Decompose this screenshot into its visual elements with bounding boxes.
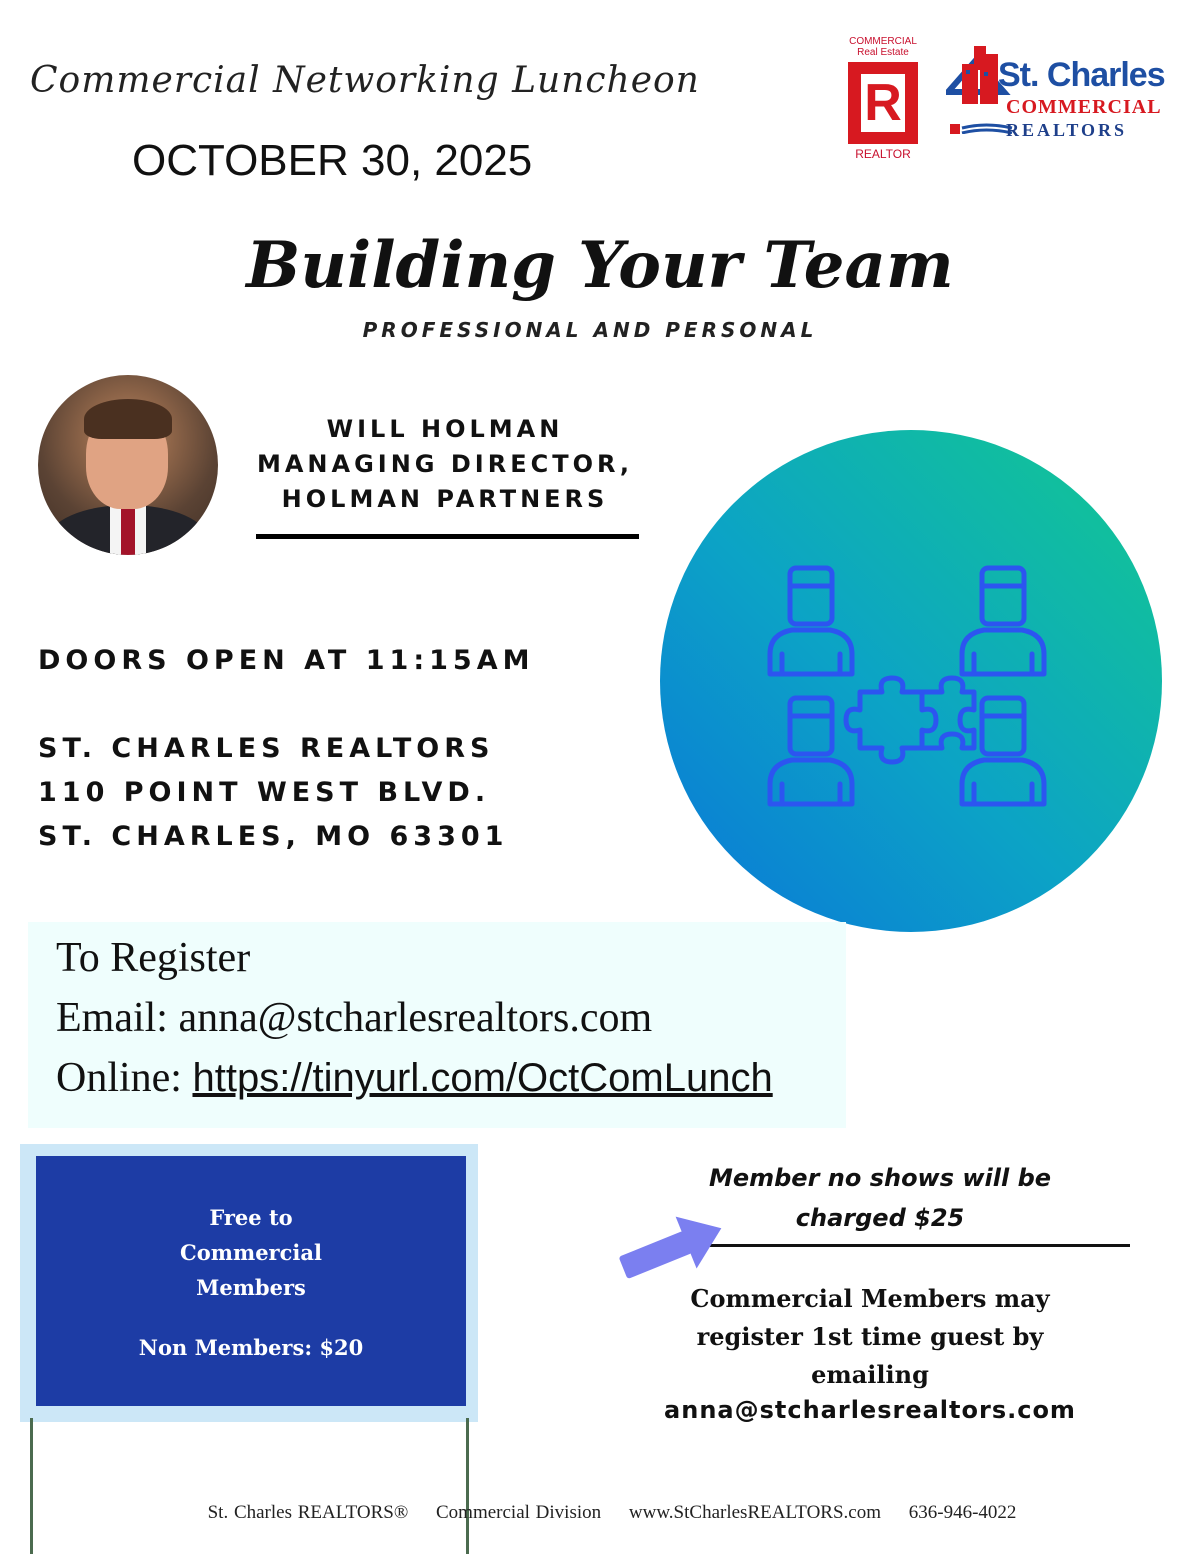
realtor-logo-bottom-text: REALTOR xyxy=(855,147,911,161)
speaker-tie xyxy=(121,509,135,555)
guest-line-2: register 1st time guest by xyxy=(696,1322,1044,1351)
no-show-notice xyxy=(680,1158,1080,1238)
realtor-logo-line-2: Real Estate xyxy=(857,47,909,58)
footer-division: Commercial Division xyxy=(436,1502,602,1523)
speaker-company: HOLMAN PARTNERS xyxy=(281,485,609,513)
realtor-logo-line-1: COMMERCIAL xyxy=(849,36,917,47)
pricing-sign-panel xyxy=(36,1156,466,1406)
logo-realtors: REALTORS xyxy=(1006,120,1128,140)
footer-phone: 636-946-4022 xyxy=(908,1502,1017,1523)
register-email-label: Email: xyxy=(56,995,168,1041)
speaker-divider xyxy=(256,534,639,539)
realtor-r-letter: R xyxy=(861,74,905,132)
register-email-link[interactable]: anna@stcharlesrealtors.com xyxy=(178,995,653,1041)
realtor-r-mark xyxy=(848,62,918,144)
registration-box xyxy=(28,922,846,1128)
venue-city: ST. CHARLES, MO 63301 xyxy=(38,821,509,852)
sign-stake-left xyxy=(30,1418,33,1554)
guest-email-link[interactable]: anna@stcharlesrealtors.com xyxy=(664,1396,1076,1424)
register-email-line xyxy=(56,994,652,1042)
speaker-photo xyxy=(38,375,218,555)
no-show-line-1: Member no shows will be xyxy=(708,1164,1052,1192)
register-online-line xyxy=(56,1054,773,1102)
team-puzzle-icon xyxy=(660,430,1162,932)
page-title: Building Your Team xyxy=(246,228,954,303)
non-member-price: Non Members: $20 xyxy=(138,1335,364,1360)
no-show-divider xyxy=(706,1244,1130,1247)
logo-st-charles: St. Charles xyxy=(998,56,1165,94)
event-name: Commercial Networking Luncheon xyxy=(30,60,700,101)
register-url-link[interactable]: https://tinyurl.com/OctComLunch xyxy=(192,1056,773,1100)
realtor-logo xyxy=(838,36,928,170)
register-online-label: Online: xyxy=(56,1055,182,1101)
guest-registration-note xyxy=(620,1280,1120,1394)
guest-line-1: Commercial Members may xyxy=(690,1284,1050,1313)
venue-address xyxy=(38,727,508,859)
realtor-logo-top-text xyxy=(838,36,928,58)
register-heading: To Register xyxy=(56,935,251,981)
free-line-3: Members xyxy=(196,1275,306,1300)
st-charles-commercial-logo xyxy=(946,40,1176,150)
doors-open-time: DOORS OPEN AT 11:15AM xyxy=(38,645,535,676)
logo-commercial: COMMERCIAL xyxy=(1006,96,1162,118)
page-subtitle: PROFESSIONAL AND PERSONAL xyxy=(362,318,818,342)
speaker-hair xyxy=(84,399,172,439)
guest-line-3: emailing xyxy=(811,1360,929,1389)
footer-org: St. Charles REALTORS® xyxy=(207,1502,409,1523)
team-illustration xyxy=(660,430,1162,932)
no-show-line-2: charged $25 xyxy=(795,1204,965,1232)
pricing-sign xyxy=(20,1144,478,1422)
speaker-info xyxy=(220,412,670,517)
venue-name: ST. CHARLES REALTORS xyxy=(38,733,495,764)
free-line-2: Commercial xyxy=(180,1240,322,1265)
venue-street: 110 POINT WEST BLVD. xyxy=(38,777,491,808)
free-line-1: Free to xyxy=(209,1205,293,1230)
free-to-members xyxy=(36,1200,466,1305)
footer xyxy=(0,1502,1200,1524)
speaker-role: MANAGING DIRECTOR, xyxy=(256,450,634,478)
arrow-icon xyxy=(612,1200,732,1290)
event-date: OCTOBER 30, 2025 xyxy=(132,136,533,185)
sign-stake-right xyxy=(466,1418,469,1554)
speaker-name: WILL HOLMAN xyxy=(326,415,564,443)
footer-website[interactable]: www.StCharlesREALTORS.com xyxy=(628,1502,881,1523)
